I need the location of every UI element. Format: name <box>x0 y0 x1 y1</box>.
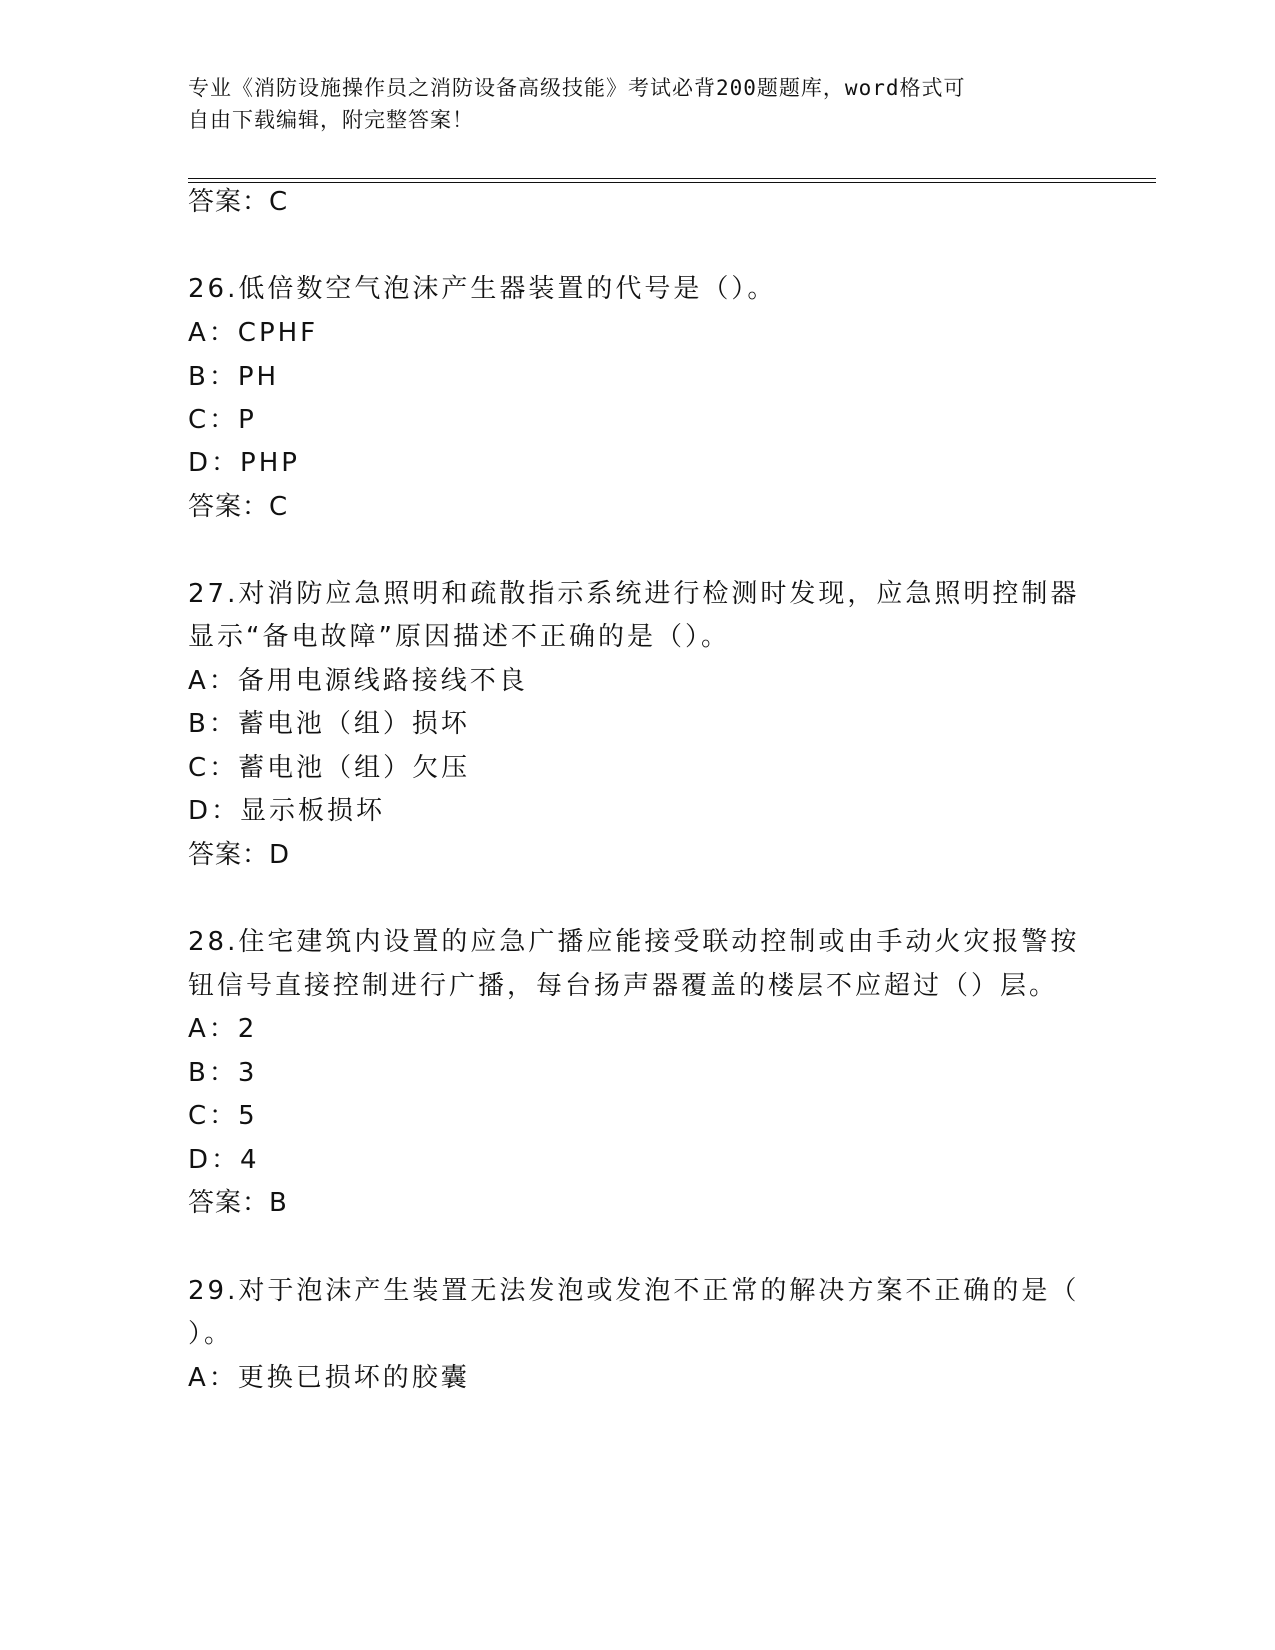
question-27-option-a: A：备用电源线路接线不良 <box>188 666 528 696</box>
question-26-answer: 答案：C <box>188 492 289 522</box>
header-divider <box>188 178 1156 183</box>
question-26-option-d: D：PHP <box>188 448 300 478</box>
question-28-option-a: A：2 <box>188 1014 258 1044</box>
question-27-line-2: 显示“备电故障”原因描述不正确的是（）。 <box>188 622 730 652</box>
question-27-option-b: B：蓄电池（组）损坏 <box>188 709 470 739</box>
question-26-option-a: A：CPHF <box>188 318 319 348</box>
question-28-option-c: C：5 <box>188 1101 258 1131</box>
question-27-option-c: C：蓄电池（组）欠压 <box>188 753 471 783</box>
question-28-line-1: 28.住宅建筑内设置的应急广播应能接受联动控制或由手动火灾报警按 <box>188 927 1080 957</box>
question-27-answer: 答案：D <box>188 840 291 870</box>
question-27-option-d: D：显示板损坏 <box>188 796 386 826</box>
question-26-option-c: C：P <box>188 405 257 435</box>
question-26-option-b: B：PH <box>188 362 280 392</box>
question-28-option-b: B：3 <box>188 1058 258 1088</box>
question-28-answer: 答案：B <box>188 1188 288 1218</box>
header-line-2: 自由下载编辑，附完整答案！ <box>188 108 474 132</box>
question-29-line-1: 29.对于泡沫产生装置无法发泡或发泡不正常的解决方案不正确的是（ <box>188 1276 1080 1306</box>
header-line-1: 专业《消防设施操作员之消防设备高级技能》考试必背200题题库，word格式可 <box>188 76 966 100</box>
question-28-line-2: 钮信号直接控制进行广播，每台扬声器覆盖的楼层不应超过（）层。 <box>188 971 1059 1001</box>
question-26-line-1: 26.低倍数空气泡沫产生器装置的代号是（）。 <box>188 274 777 304</box>
question-29-option-a: A：更换已损坏的胶囊 <box>188 1363 470 1393</box>
question-28-option-d: D：4 <box>188 1145 260 1175</box>
question-27-line-1: 27.对消防应急照明和疏散指示系统进行检测时发现，应急照明控制器 <box>188 579 1080 609</box>
answer-25: 答案：C <box>188 187 289 217</box>
document-header <box>188 72 1088 136</box>
question-29-line-2: ）。 <box>188 1319 234 1349</box>
